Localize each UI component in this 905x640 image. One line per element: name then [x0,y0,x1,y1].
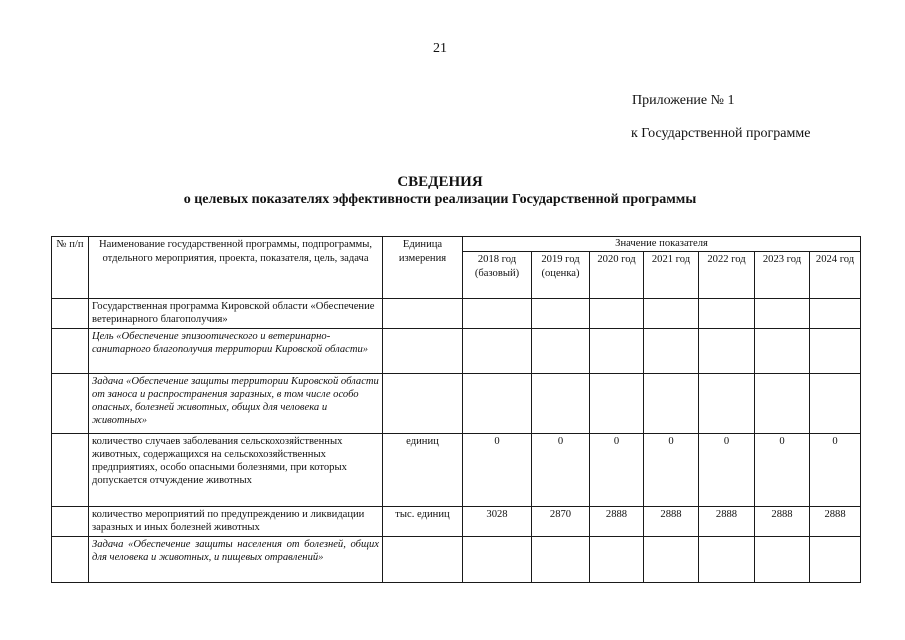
value-cell [755,374,810,434]
value-cell [699,374,755,434]
unit-cell [383,299,463,329]
value-cell: 0 [699,434,755,507]
row-num-cell [52,374,89,434]
value-cell [644,329,699,374]
value-cell: 0 [644,434,699,507]
unit-cell [383,374,463,434]
table-row [52,329,861,374]
value-cell: 2870 [532,507,590,537]
value-cell [532,299,590,329]
row-num-cell [52,434,89,507]
value-cell: 0 [463,434,532,507]
value-cell [644,299,699,329]
table-row [52,299,861,329]
value-cell [532,537,590,583]
table-row [52,434,861,507]
value-cell [755,537,810,583]
value-cell: 0 [755,434,810,507]
header-year-2022: 2022 год [699,252,755,299]
header-value-group: Значение показателя [463,237,861,252]
task-cell: Задача «Обеспечение защиты населения от болезней, общих для человека и животных, и пищевых отравлений» [89,537,383,583]
table-row [52,537,861,583]
value-cell: 2888 [810,507,861,537]
value-cell [810,329,861,374]
value-cell [590,299,644,329]
indicator-name-cell: количество мероприятий по предупреждению и ликвидации заразных и иных болезней животных [89,507,383,537]
value-cell [755,299,810,329]
page-number: 21 [433,41,447,56]
unit-cell: единиц [383,434,463,507]
value-cell: 2888 [644,507,699,537]
row-num-cell [52,537,89,583]
row-num-cell [52,299,89,329]
value-cell [810,299,861,329]
value-cell [755,329,810,374]
value-cell [644,537,699,583]
value-cell [463,299,532,329]
unit-cell [383,537,463,583]
appendix-label: Приложение № 1 [632,93,735,108]
value-cell [532,374,590,434]
value-cell [699,329,755,374]
value-cell [644,374,699,434]
header-unit: Единица измерения [383,237,463,299]
value-cell [699,299,755,329]
value-cell [463,329,532,374]
value-cell [699,537,755,583]
value-cell [463,537,532,583]
program-name-cell: Государственная программа Кировской области «Обеспечение ветеринарного благополучия» [89,299,383,329]
goal-cell: Цель «Обеспечение эпизоотического и ветеринарно-санитарного благополучия территории Кировской области» [89,329,383,374]
table-row [52,507,861,537]
table-row [52,374,861,434]
indicators-table [51,236,861,583]
value-cell: 2888 [590,507,644,537]
unit-cell: тыс. единиц [383,507,463,537]
task-cell: Задача «Обеспечение защиты территории Кировской области от заноса и распространения заразных, в том числе особо опасных, болезней животных, общих для человека и животных» [89,374,383,434]
value-cell [810,374,861,434]
unit-cell [383,329,463,374]
appendix-to: к Государственной программе [631,126,811,141]
value-cell: 2888 [699,507,755,537]
value-cell [590,537,644,583]
header-num: № п/п [52,237,89,299]
value-cell [532,329,590,374]
document-subtitle: о целевых показателях эффективности реализации Государственной программы [183,192,697,207]
row-num-cell [52,507,89,537]
document-title: СВЕДЕНИЯ [397,174,483,190]
value-cell [810,537,861,583]
value-cell: 0 [532,434,590,507]
indicator-name-cell: количество случаев заболевания сельскохозяйственных животных, содержащихся на сельскохозяйственных предприятиях, особо опасными болезнями, при которых допускается отчуждение животных [89,434,383,507]
value-cell [590,329,644,374]
header-year-2021: 2021 год [644,252,699,299]
value-cell: 2888 [755,507,810,537]
value-cell: 0 [590,434,644,507]
value-cell: 0 [810,434,861,507]
row-num-cell [52,329,89,374]
header-year-2024: 2024 год [810,252,861,299]
value-cell [590,374,644,434]
header-year-2023: 2023 год [755,252,810,299]
header-year-2018: 2018 год (базовый) [463,252,532,299]
value-cell: 3028 [463,507,532,537]
value-cell [463,374,532,434]
header-year-2020: 2020 год [590,252,644,299]
header-year-2019: 2019 год (оценка) [532,252,590,299]
header-name: Наименование государственной программы, подпрограммы, отдельного мероприятия, проекта, показателя, цель, задача [89,237,383,299]
